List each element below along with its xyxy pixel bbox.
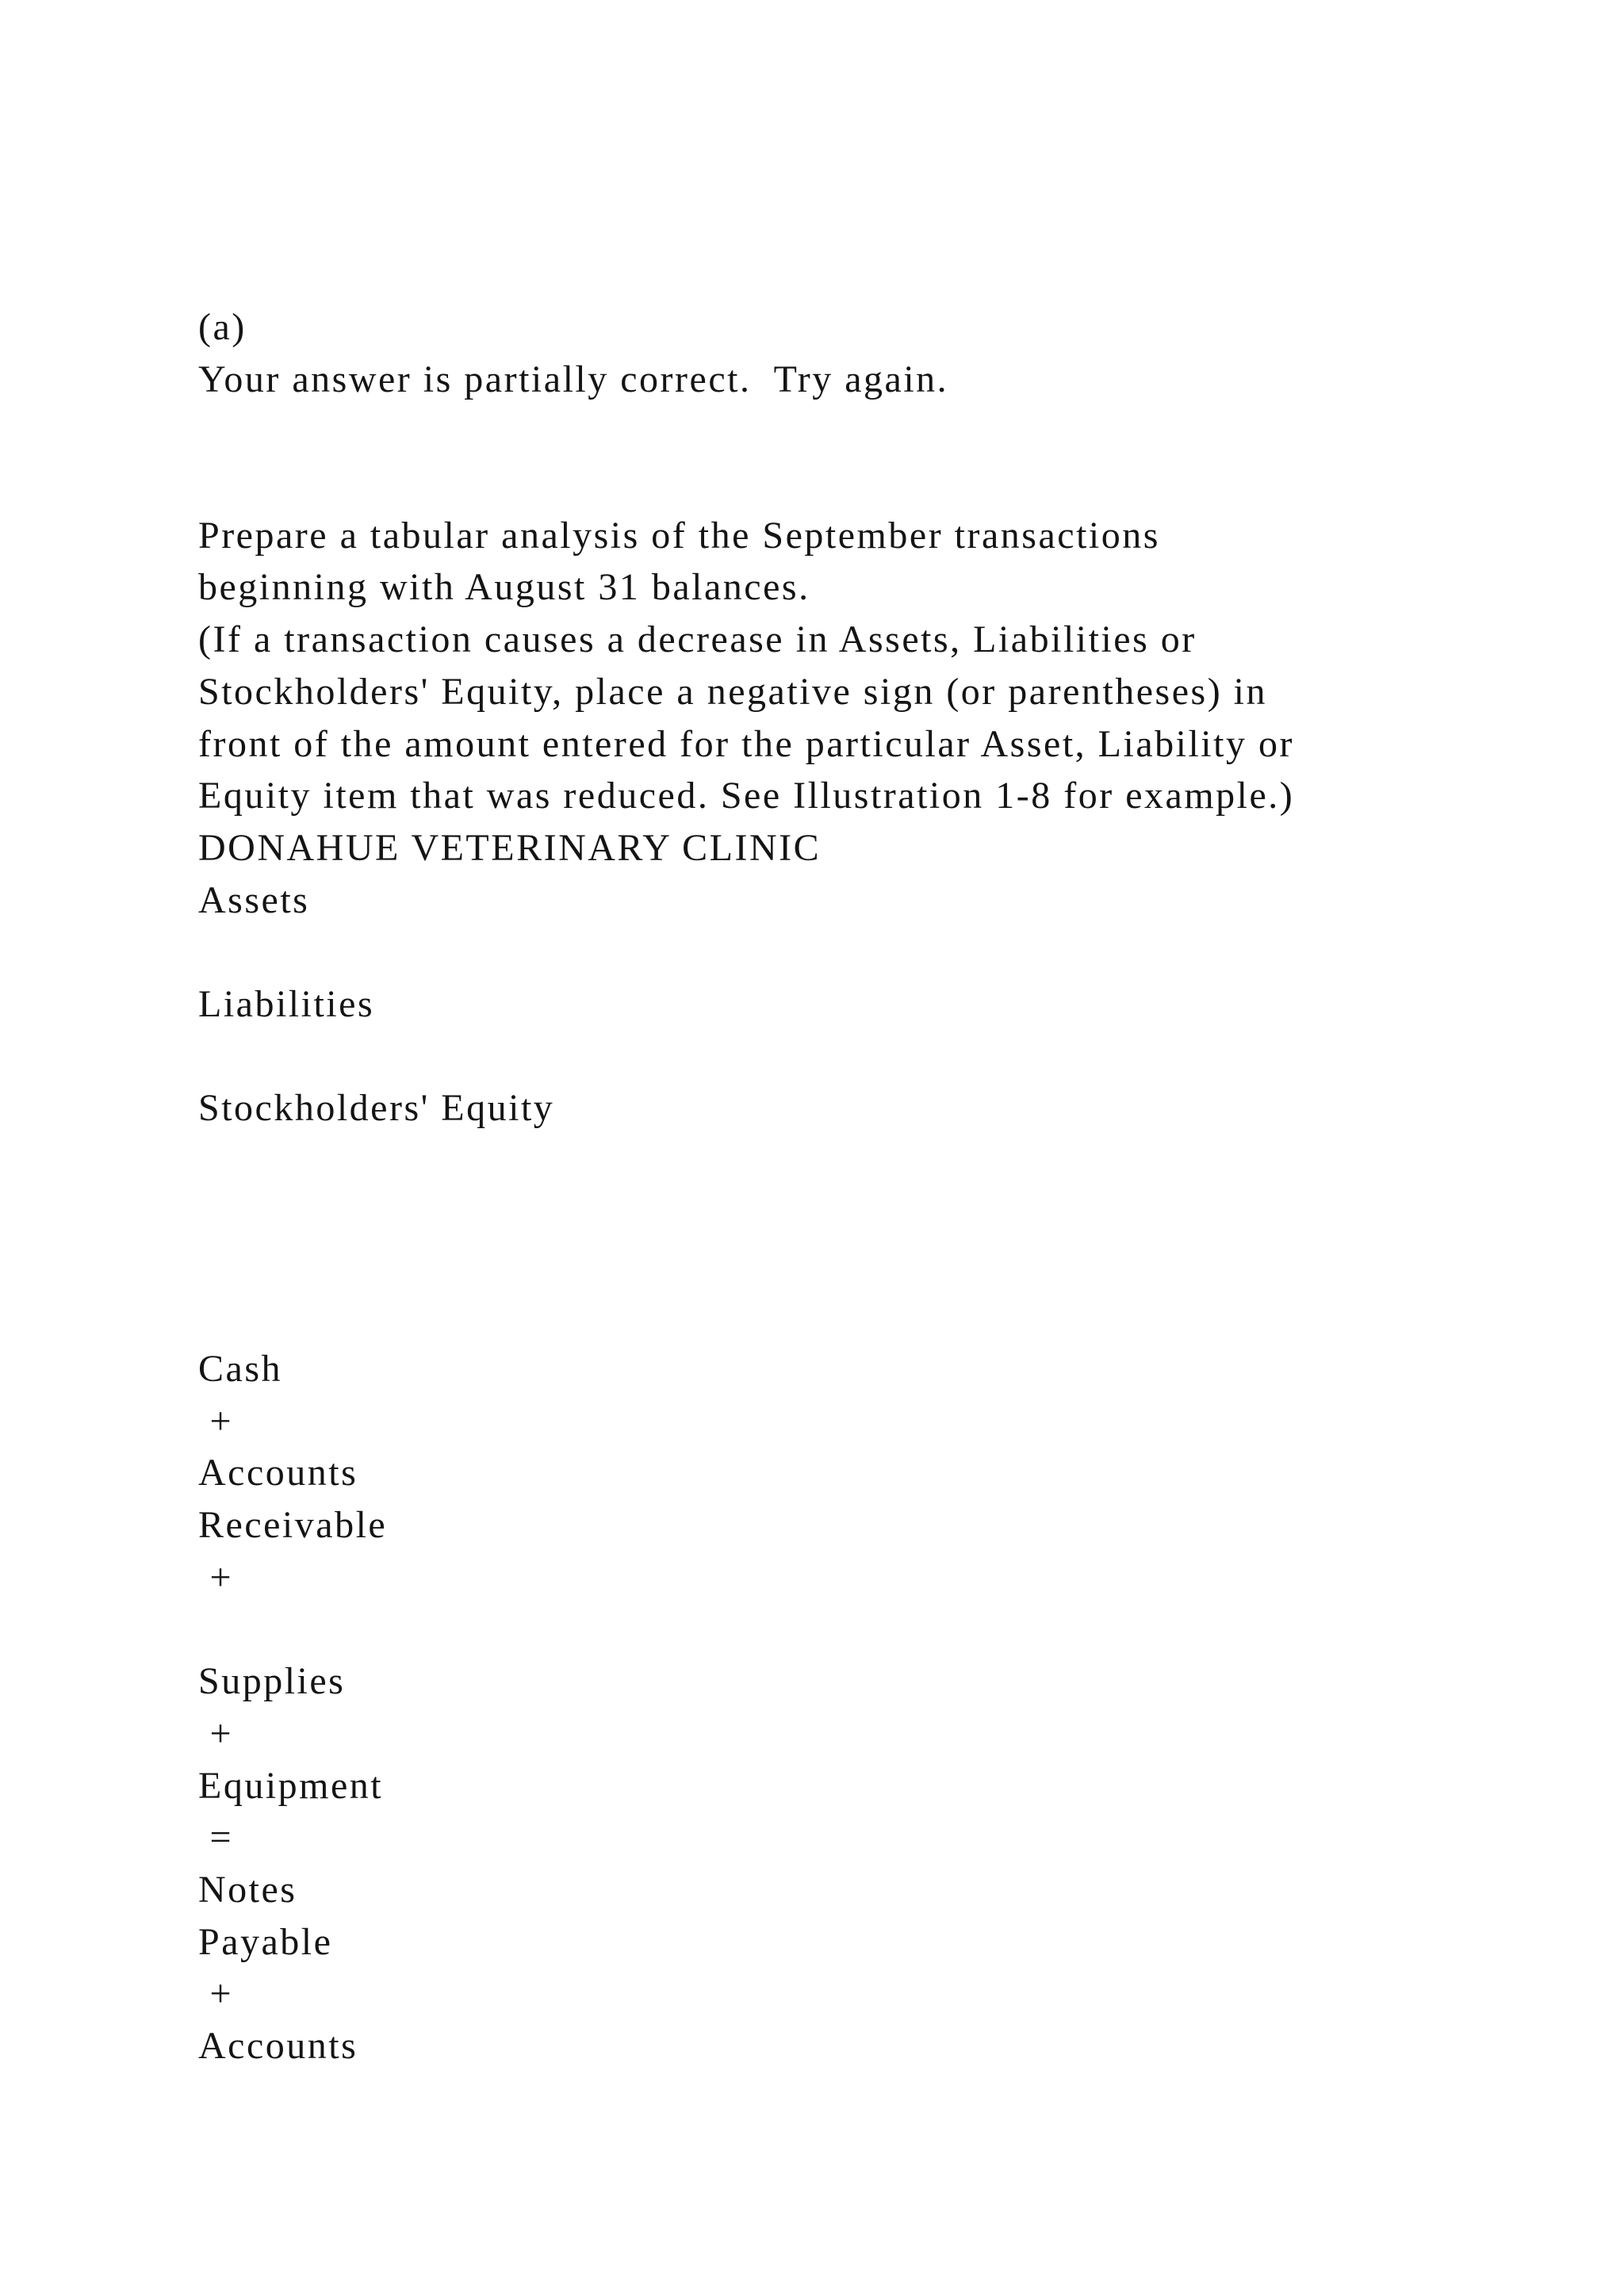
spacer [198, 1239, 1467, 1292]
spacer [198, 1187, 1467, 1239]
column-supplies: Supplies [198, 1660, 346, 1703]
plus-sign: + [198, 1556, 234, 1598]
plus-sign: + [198, 1973, 234, 2015]
section-liabilities: Liabilities [198, 983, 375, 1026]
instruction-line: beginning with August 31 balances. [198, 566, 810, 609]
spacer [198, 1291, 1467, 1343]
spacer [198, 1603, 1467, 1655]
column-accounts-receivable: Accounts [198, 1452, 358, 1494]
equals-sign: = [198, 1816, 234, 1859]
column-accounts-receivable: Receivable [198, 1504, 388, 1547]
company-name: DONAHUE VETERINARY CLINIC [198, 827, 822, 869]
column-cash: Cash [198, 1347, 282, 1390]
part-label: (a) [198, 306, 247, 348]
spacer [198, 457, 1467, 510]
spacer [198, 1031, 1467, 1083]
section-assets: Assets [198, 878, 310, 921]
instruction-line: (If a transaction causes a decrease in Assets, Liabilities or [198, 618, 1197, 661]
spacer [198, 405, 1467, 457]
column-equipment: Equipment [198, 1764, 384, 1807]
feedback-message: Your answer is partially correct. Try again. [198, 358, 949, 400]
spacer [198, 926, 1467, 978]
column-notes-payable: Payable [198, 1920, 333, 1963]
document-page [198, 301, 1467, 2072]
plus-sign: + [198, 1399, 234, 1442]
spacer [198, 1135, 1467, 1187]
instruction-line: Stockholders' Equity, place a negative sign (or parentheses) in [198, 670, 1268, 713]
instruction-line: Equity item that was reduced. See Illustration 1-8 for example.) [198, 775, 1295, 817]
instruction-line: Prepare a tabular analysis of the September transactions [198, 514, 1160, 557]
column-accounts-payable: Accounts [198, 2025, 358, 2068]
column-notes-payable: Notes [198, 1868, 297, 1911]
section-equity: Stockholders' Equity [198, 1087, 555, 1130]
instruction-line: front of the amount entered for the particular Asset, Liability or [198, 722, 1294, 765]
plus-sign: + [198, 1712, 234, 1755]
